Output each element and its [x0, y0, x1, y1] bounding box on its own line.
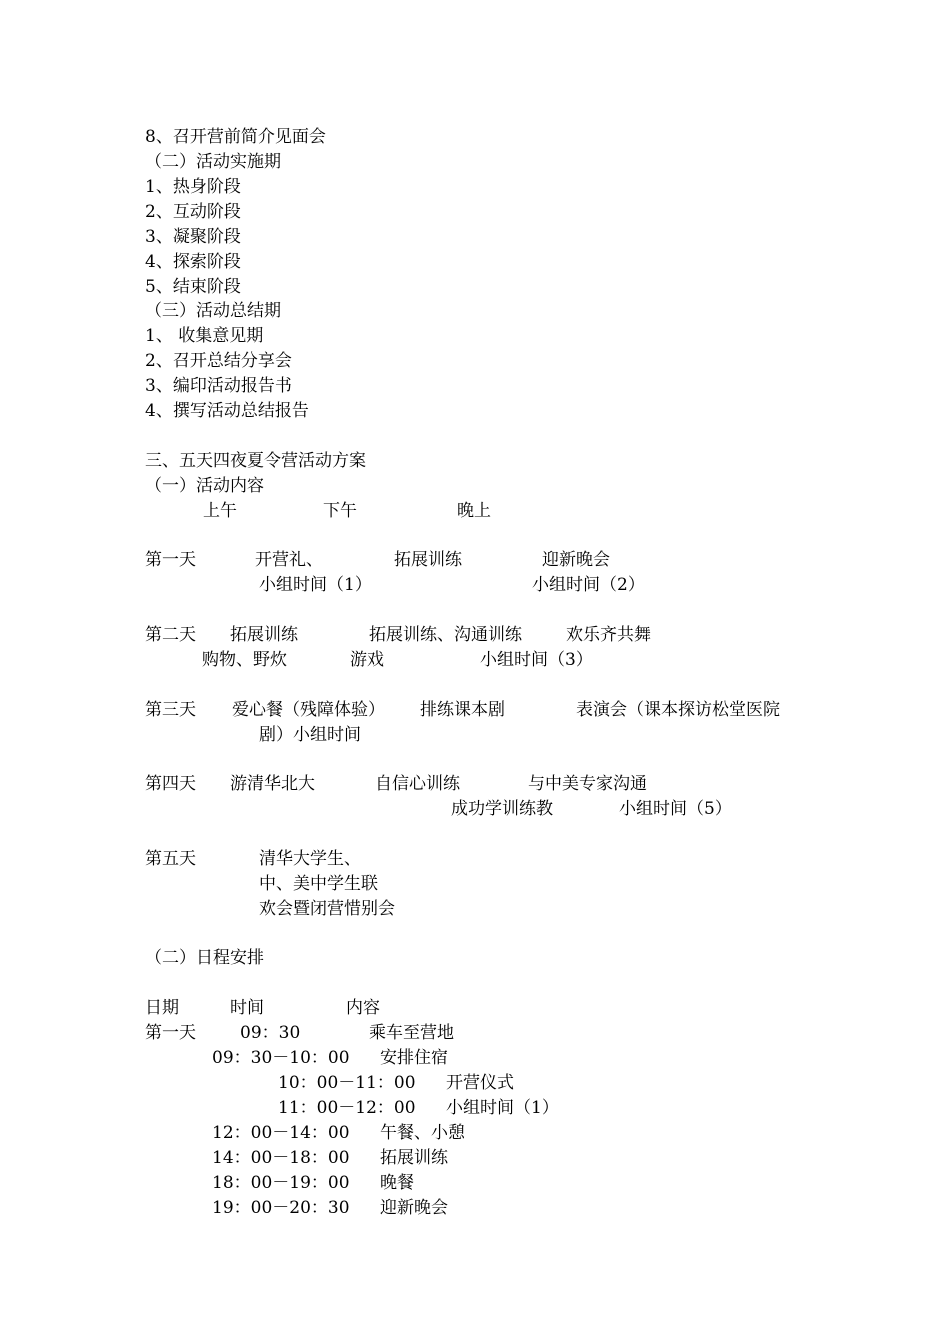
day4-afternoon: 自信心训练	[375, 774, 460, 794]
schedule-content: 开营仪式	[446, 1073, 514, 1093]
schedule-header-content: 内容	[346, 998, 380, 1018]
summary-phase-heading: （三）活动总结期	[145, 301, 281, 321]
prep-item-8: 8、召开营前简介见面会	[145, 127, 326, 147]
day4-label: 第四天	[145, 774, 196, 794]
schedule-content: 拓展训练	[380, 1148, 448, 1168]
day2-afternoon: 拓展训练、沟通训练	[369, 625, 522, 645]
day1-evening: 迎新晚会	[542, 550, 610, 570]
schedule-time: 12：00－14：00	[212, 1123, 350, 1143]
schedule-time: 19：00－20：30	[212, 1198, 350, 1218]
day1-label: 第一天	[145, 550, 196, 570]
day4-group-time: 小组时间（5）	[619, 799, 732, 819]
impl-item: 4、探索阶段	[145, 252, 241, 272]
content-heading: （一）活动内容	[145, 476, 264, 496]
schedule-day1-label: 第一天	[145, 1023, 196, 1043]
day4-success-training: 成功学训练教	[451, 799, 553, 819]
day3-group-time: 剧）小组时间	[259, 725, 361, 745]
day4-evening: 与中美专家沟通	[528, 774, 647, 794]
section-title: 三、五天四夜夏令营活动方案	[145, 451, 366, 471]
schedule-content: 迎新晚会	[380, 1198, 448, 1218]
day3-morning: 爱心餐（残障体验）	[232, 700, 385, 720]
impl-item: 5、结束阶段	[145, 277, 241, 297]
summary-item: 4、撰写活动总结报告	[145, 401, 309, 421]
day5-line-2: 中、美中学生联	[259, 874, 378, 894]
summary-item: 1、 收集意见期	[145, 326, 264, 346]
schedule-content: 小组时间（1）	[446, 1098, 559, 1118]
day2-shopping: 购物、野炊	[202, 650, 287, 670]
schedule-content: 午餐、小憩	[380, 1123, 465, 1143]
day2-label: 第二天	[145, 625, 196, 645]
impl-item: 2、互动阶段	[145, 202, 241, 222]
schedule-header-date: 日期	[145, 998, 179, 1018]
day5-line-3: 欢会暨闭营惜别会	[259, 899, 395, 919]
day2-morning: 拓展训练	[230, 625, 298, 645]
schedule-time: 14：00－18：00	[212, 1148, 350, 1168]
col-morning: 上午	[203, 501, 237, 521]
impl-item: 3、凝聚阶段	[145, 227, 241, 247]
schedule-content: 安排住宿	[380, 1048, 448, 1068]
day2-group-time: 小组时间（3）	[480, 650, 593, 670]
schedule-time: 09：30	[240, 1023, 301, 1043]
day1-afternoon: 拓展训练	[394, 550, 462, 570]
schedule-content: 乘车至营地	[369, 1023, 454, 1043]
day1-morning: 开营礼、	[255, 550, 323, 570]
schedule-heading: （二）日程安排	[145, 948, 264, 968]
day3-evening: 表演会（课本探访松堂医院	[576, 700, 780, 720]
day4-morning: 游清华北大	[230, 774, 315, 794]
schedule-header-time: 时间	[230, 998, 264, 1018]
schedule-time: 11：00－12：00	[278, 1098, 416, 1118]
schedule-time: 10：00－11：00	[278, 1073, 416, 1093]
day1-group-time-1: 小组时间（1）	[259, 575, 372, 595]
day2-games: 游戏	[350, 650, 384, 670]
day1-group-time-2: 小组时间（2）	[532, 575, 645, 595]
day5-label: 第五天	[145, 849, 196, 869]
day5-line-1: 清华大学生、	[259, 849, 361, 869]
schedule-time: 18：00－19：00	[212, 1173, 350, 1193]
impl-phase-heading: （二）活动实施期	[145, 152, 281, 172]
col-afternoon: 下午	[323, 501, 357, 521]
schedule-time: 09：30－10：00	[212, 1048, 350, 1068]
day3-afternoon: 排练课本剧	[420, 700, 505, 720]
col-evening: 晚上	[457, 501, 491, 521]
summary-item: 3、编印活动报告书	[145, 376, 292, 396]
day2-evening: 欢乐齐共舞	[566, 625, 651, 645]
schedule-content: 晚餐	[380, 1173, 414, 1193]
day3-label: 第三天	[145, 700, 196, 720]
impl-item: 1、热身阶段	[145, 177, 241, 197]
summary-item: 2、召开总结分享会	[145, 351, 292, 371]
